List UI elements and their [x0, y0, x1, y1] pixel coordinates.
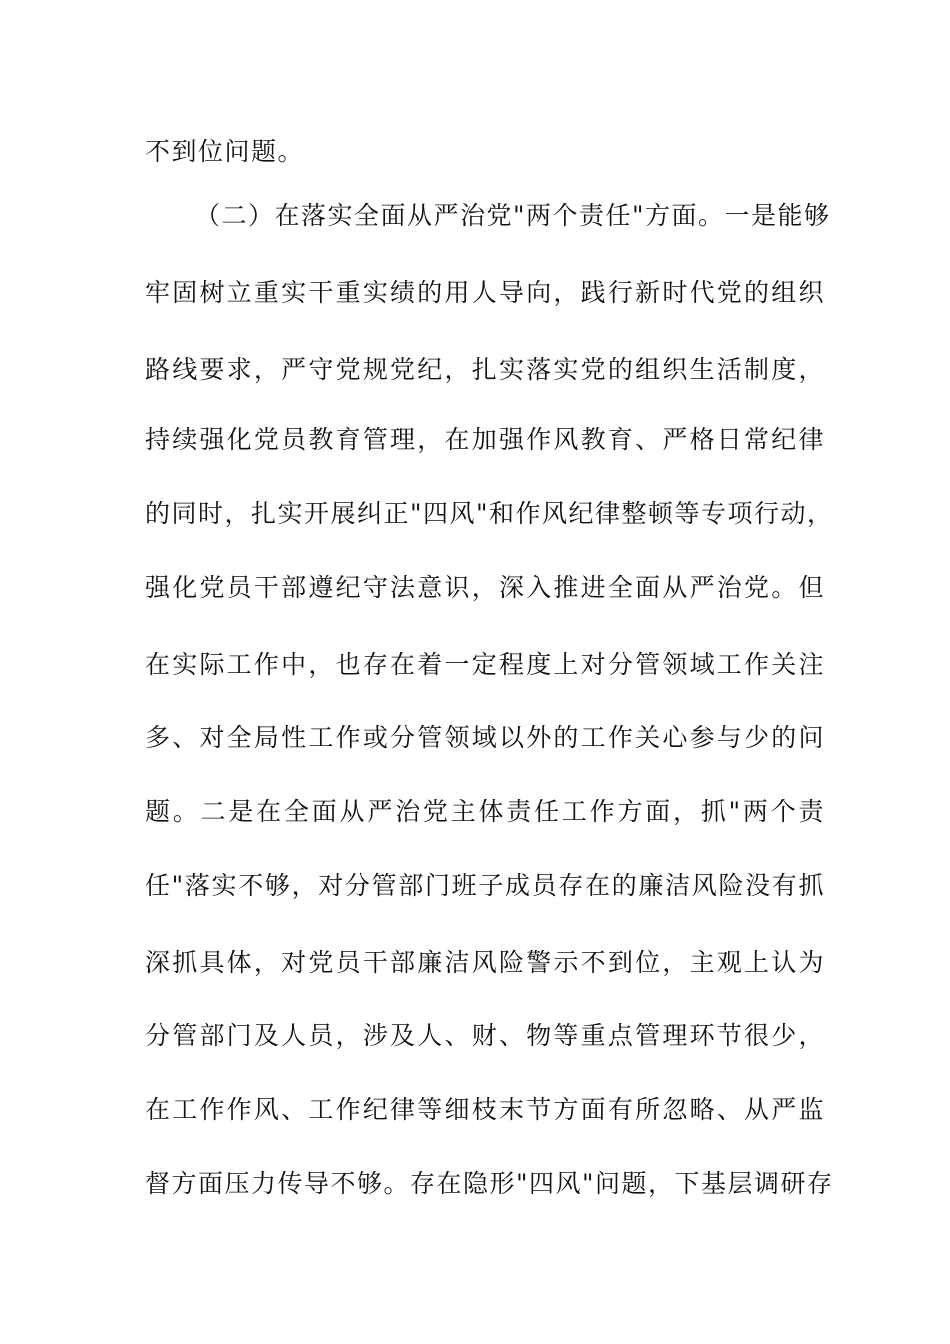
text-line: 题。二是在全面从严治党主体责任工作方面，抓"两个责 [145, 797, 825, 826]
text-line: 深抓具体，对党员干部廉洁风险警示不到位，主观上认为 [145, 948, 825, 977]
text-line: 持续强化党员教育管理，在加强作风教育、严格日常纪律 [145, 425, 825, 454]
text-line: 在工作作风、工作纪律等细枝末节方面有所忽略、从严监 [145, 1095, 825, 1124]
text-line: 不到位问题。 [145, 137, 305, 166]
text-line: 路线要求，严守党规党纪，扎实落实党的组织生活制度， [145, 355, 825, 384]
text-line: 多、对全局性工作或分管领域以外的工作关心参与少的问 [145, 723, 825, 752]
text-line: 强化党员干部遵纪守法意识，深入推进全面从严治党。但 [145, 573, 825, 602]
text-line: 分管部门及人员，涉及人、财、物等重点管理环节很少， [145, 1021, 825, 1050]
text-line: 牢固树立重实干重实绩的用人导向，践行新时代党的组织 [145, 278, 825, 307]
text-line: 的同时，扎实开展纠正"四风"和作风纪律整顿等专项行动， [145, 499, 834, 528]
text-line: （二）在落实全面从严治党"两个责任"方面。一是能够 [195, 201, 831, 230]
text-line: 督方面压力传导不够。存在隐形"四风"问题，下基层调研存 [145, 1169, 834, 1198]
text-line: 任"落实不够，对分管部门班子成员存在的廉洁风险没有抓 [145, 871, 825, 900]
text-line: 在实际工作中，也存在着一定程度上对分管领域工作关注 [145, 650, 825, 679]
